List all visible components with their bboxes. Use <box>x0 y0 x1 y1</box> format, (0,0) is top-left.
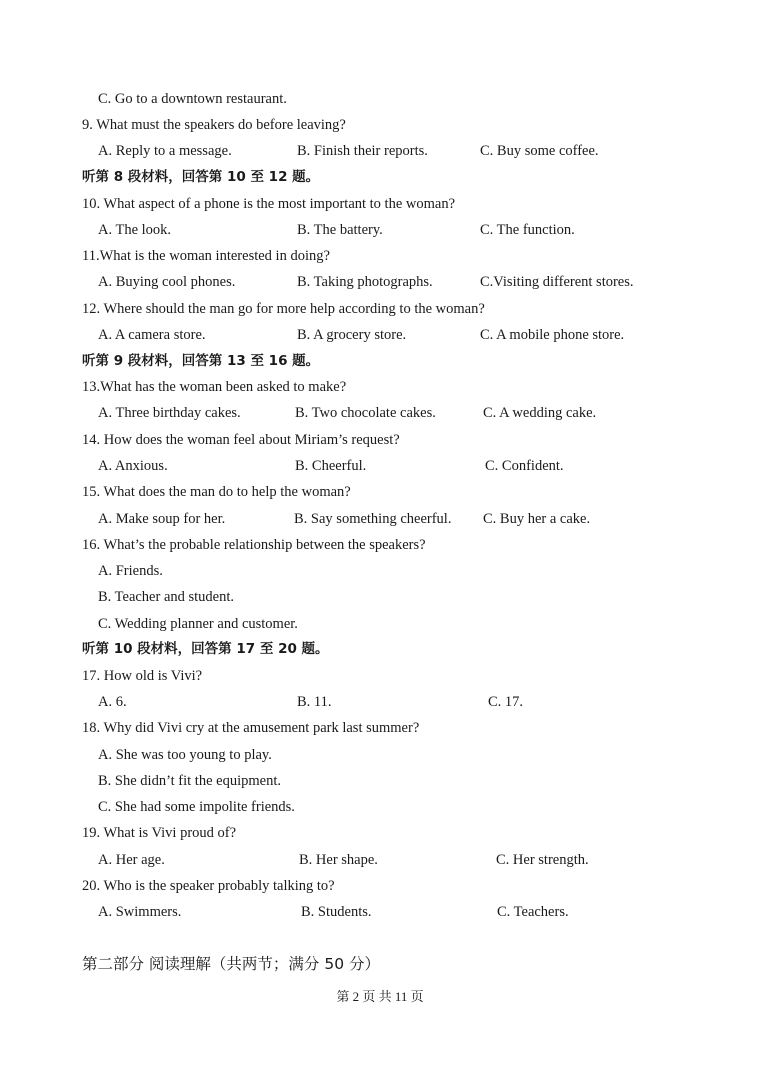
part-two-heading: 第二部分 阅读理解（共两节；满分 50 分） <box>82 955 381 973</box>
q20-option-c: C. Teachers. <box>497 904 569 920</box>
q14-option-a: A. Anxious. <box>98 458 168 474</box>
q20-option-b: B. Students. <box>301 904 372 920</box>
section-heading-8: 听第 8 段材料，回答第 10 至 12 题。 <box>82 169 320 185</box>
q10-option-b: B. The battery. <box>297 222 383 238</box>
q13-option-a: A. Three birthday cakes. <box>98 405 241 421</box>
q17-option-c: C. 17. <box>488 694 524 710</box>
q11-option-b: B. Taking photographs. <box>297 274 433 290</box>
q17-option-a: A. 6. <box>98 694 127 710</box>
q13-option-c: C. A wedding cake. <box>483 405 597 421</box>
q10-option-a: A. The look. <box>98 222 172 238</box>
q11-option-a: A. Buying cool phones. <box>98 274 236 290</box>
q16-option-c: C. Wedding planner and customer. <box>98 616 298 632</box>
q14-option-b: B. Cheerful. <box>295 458 367 474</box>
question-19: 19. What is Vivi proud of? <box>82 825 237 841</box>
q19-option-b: B. Her shape. <box>299 852 378 868</box>
q15-option-b: B. Say something cheerful. <box>294 511 452 527</box>
q16-option-a: A. Friends. <box>98 563 163 579</box>
question-20: 20. Who is the speaker probably talking to? <box>82 878 335 894</box>
q19-option-c: C. Her strength. <box>496 852 589 868</box>
section-heading-10: 听第 10 段材料，回答第 17 至 20 题。 <box>82 641 329 657</box>
q8-option-c: C. Go to a downtown restaurant. <box>98 91 287 107</box>
question-17: 17. How old is Vivi? <box>82 668 203 684</box>
q16-option-b: B. Teacher and student. <box>98 589 235 605</box>
q19-option-a: A. Her age. <box>98 852 165 868</box>
q17-option-b: B. 11. <box>297 694 332 710</box>
question-11: 11.What is the woman interested in doing? <box>82 248 330 264</box>
section-heading-9: 听第 9 段材料，回答第 13 至 16 题。 <box>82 353 320 369</box>
q15-option-c: C. Buy her a cake. <box>483 511 591 527</box>
q12-option-c: C. A mobile phone store. <box>480 327 625 343</box>
q18-option-a: A. She was too young to play. <box>98 747 272 763</box>
question-18: 18. Why did Vivi cry at the amusement park last summer? <box>82 720 420 736</box>
question-12: 12. Where should the man go for more help according to the woman? <box>82 301 485 317</box>
q15-option-a: A. Make soup for her. <box>98 511 226 527</box>
q13-option-b: B. Two chocolate cakes. <box>295 405 436 421</box>
q18-option-c: C. She had some impolite friends. <box>98 799 295 815</box>
question-9: 9. What must the speakers do before leaving? <box>82 117 346 133</box>
question-14: 14. How does the woman feel about Miriam’s request? <box>82 432 400 448</box>
question-16: 16. What’s the probable relationship between the speakers? <box>82 537 426 553</box>
q20-option-a: A. Swimmers. <box>98 904 182 920</box>
question-15: 15. What does the man do to help the woman? <box>82 484 351 500</box>
question-13: 13.What has the woman been asked to make? <box>82 379 347 395</box>
question-10: 10. What aspect of a phone is the most important to the woman? <box>82 196 456 212</box>
q9-option-b: B. Finish their reports. <box>297 143 428 159</box>
q9-option-c: C. Buy some coffee. <box>480 143 599 159</box>
page-footer: 第 2 页 共 11 页 <box>336 989 424 1004</box>
q18-option-b: B. She didn’t fit the equipment. <box>98 773 281 789</box>
q9-option-a: A. Reply to a message. <box>98 143 232 159</box>
q12-option-b: B. A grocery store. <box>297 327 407 343</box>
q11-option-c: C.Visiting different stores. <box>480 274 634 290</box>
q10-option-c: C. The function. <box>480 222 575 238</box>
q12-option-a: A. A camera store. <box>98 327 206 343</box>
q14-option-c: C. Confident. <box>485 458 564 474</box>
